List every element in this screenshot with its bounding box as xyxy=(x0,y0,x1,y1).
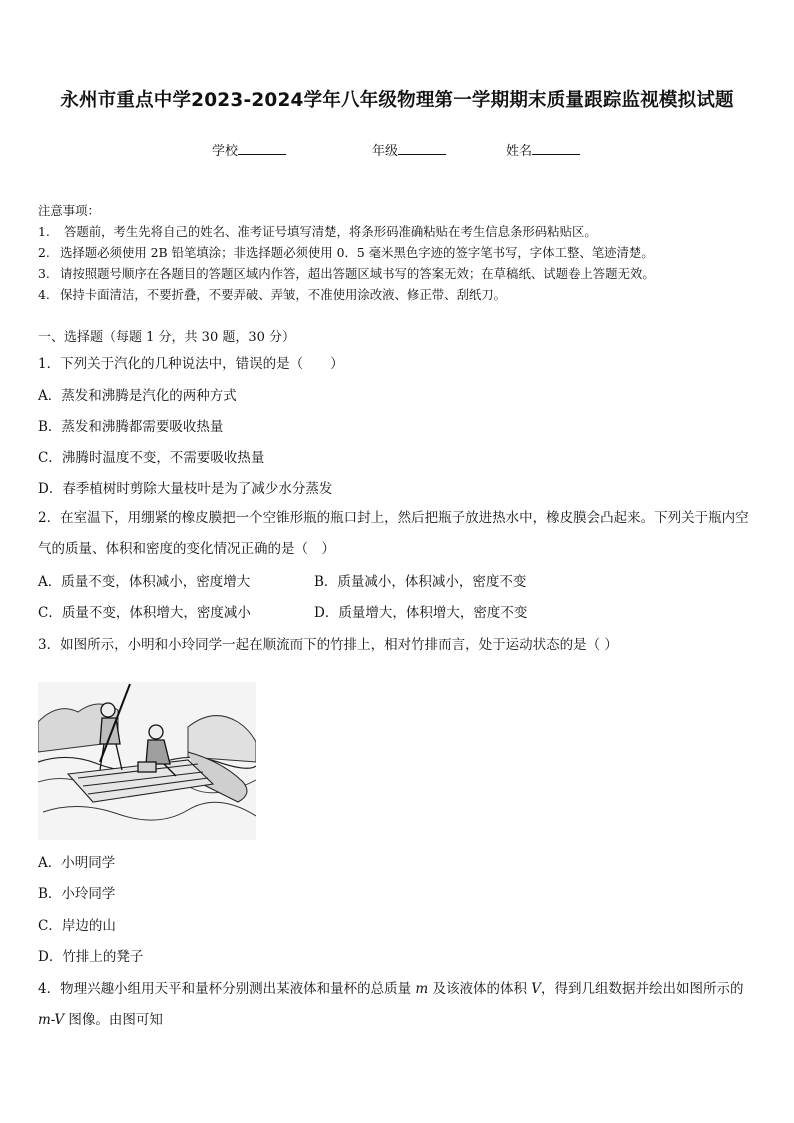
grade-label: 年级 xyxy=(372,144,399,159)
name-field[interactable] xyxy=(506,140,580,159)
section-heading: 一、选择题（每题 1 分，共 30 题，30 分） xyxy=(38,330,296,345)
question-4-text-part3: ，得到几组数据并绘出如图所示的 xyxy=(541,981,744,997)
notice-item xyxy=(38,284,758,305)
notice-item xyxy=(38,263,758,284)
notice-item-number: 4. xyxy=(38,287,50,302)
question-3-stem: 3．如图所示，小明和小玲同学一起在顺流而下的竹排上，相对竹排而言，处于运动状态的是（ ） xyxy=(38,637,618,653)
question-1-stem: 1．下列关于汽化的几种说法中，错误的是（ ） xyxy=(38,356,344,372)
name-label: 姓名 xyxy=(506,144,533,159)
school-label: 学校 xyxy=(212,144,239,159)
question-1-option-a[interactable]: A．蒸发和沸腾是汽化的两种方式 xyxy=(38,388,237,404)
question-4-text-part2: 及该液体的体积 xyxy=(428,981,532,997)
question-2-option-d[interactable]: D．质量增大，体积增大，密度不变 xyxy=(314,605,528,621)
question-3-option-a[interactable]: A．小明同学 xyxy=(38,855,116,871)
bamboo-raft-illustration xyxy=(38,682,256,840)
question-2-option-c[interactable]: C．质量不变，体积增大，密度减小 xyxy=(38,605,251,621)
question-2-stem: 2．在室温下，用绷紧的橡皮膜把一个空锥形瓶的瓶口封上，然后把瓶子放进热水中，橡皮膜会凸起来。下列关于瓶内空气的质量、体积和密度的变化情况正确的是（ ） xyxy=(38,510,749,557)
school-field[interactable] xyxy=(212,140,286,159)
notice-block xyxy=(38,200,758,305)
name-blank[interactable] xyxy=(532,141,580,155)
variable-m-v: m-V xyxy=(38,1012,65,1028)
question-2-option-a[interactable]: A．质量不变，体积减小，密度增大 xyxy=(38,574,251,590)
question-1-option-d[interactable]: D．春季植树时剪除大量枝叶是为了减少水分蒸发 xyxy=(38,481,333,497)
notice-item-number: 2. xyxy=(38,245,50,260)
grade-blank[interactable] xyxy=(398,141,446,155)
notice-item-text: 选择题必须使用 2B 铅笔填涂；非选择题必须使用 0．5 毫米黑色字迹的签字笔书写，字体工整、笔迹清楚。 xyxy=(60,245,654,260)
exam-title: 永州市重点中学2023-2024学年八年级物理第一学期期末质量跟踪监视模拟试题 xyxy=(60,90,734,111)
variable-m: m xyxy=(415,981,429,997)
question-4-stem-line1 xyxy=(38,977,758,997)
question-1-option-b[interactable]: B．蒸发和沸腾都需要吸收热量 xyxy=(38,419,224,435)
notice-item-number: 3. xyxy=(38,266,50,281)
school-blank[interactable] xyxy=(238,141,286,155)
notice-item-text: 请按照题号顺序在各题目的答题区域内作答，超出答题区域书写的答案无效；在草稿纸、试题卷上答题无效。 xyxy=(60,266,655,281)
question-4-text-line2: 图像。由图可知 xyxy=(64,1012,163,1028)
notice-item xyxy=(38,221,758,242)
notice-item-number: 1. xyxy=(38,224,50,239)
question-3-option-b[interactable]: B．小玲同学 xyxy=(38,886,116,902)
question-4-stem-line2 xyxy=(38,1008,758,1028)
question-1-option-c[interactable]: C．沸腾时温度不变，不需要吸收热量 xyxy=(38,450,265,466)
question-3-option-d[interactable]: D．竹排上的凳子 xyxy=(38,949,144,965)
question-4-text-part1: 4．物理兴趣小组用天平和量杯分别测出某液体和量杯的总质量 xyxy=(38,981,416,997)
question-3-option-c[interactable]: C．岸边的山 xyxy=(38,918,116,934)
notice-heading: 注意事项： xyxy=(38,203,100,218)
notice-item xyxy=(38,242,758,263)
notice-item-text: 答题前，考生先将自己的姓名、准考证号填写清楚，将条形码准确粘贴在考生信息条形码粘贴区。 xyxy=(60,224,597,239)
question-2-option-b[interactable]: B．质量减小，体积减小，密度不变 xyxy=(314,574,527,590)
variable-v: V xyxy=(531,981,542,997)
grade-field[interactable] xyxy=(372,140,446,159)
notice-item-text: 保持卡面清洁，不要折叠，不要弄破、弄皱，不准使用涂改液、修正带、刮纸刀。 xyxy=(60,287,507,302)
bamboo-raft-figure xyxy=(38,682,256,840)
